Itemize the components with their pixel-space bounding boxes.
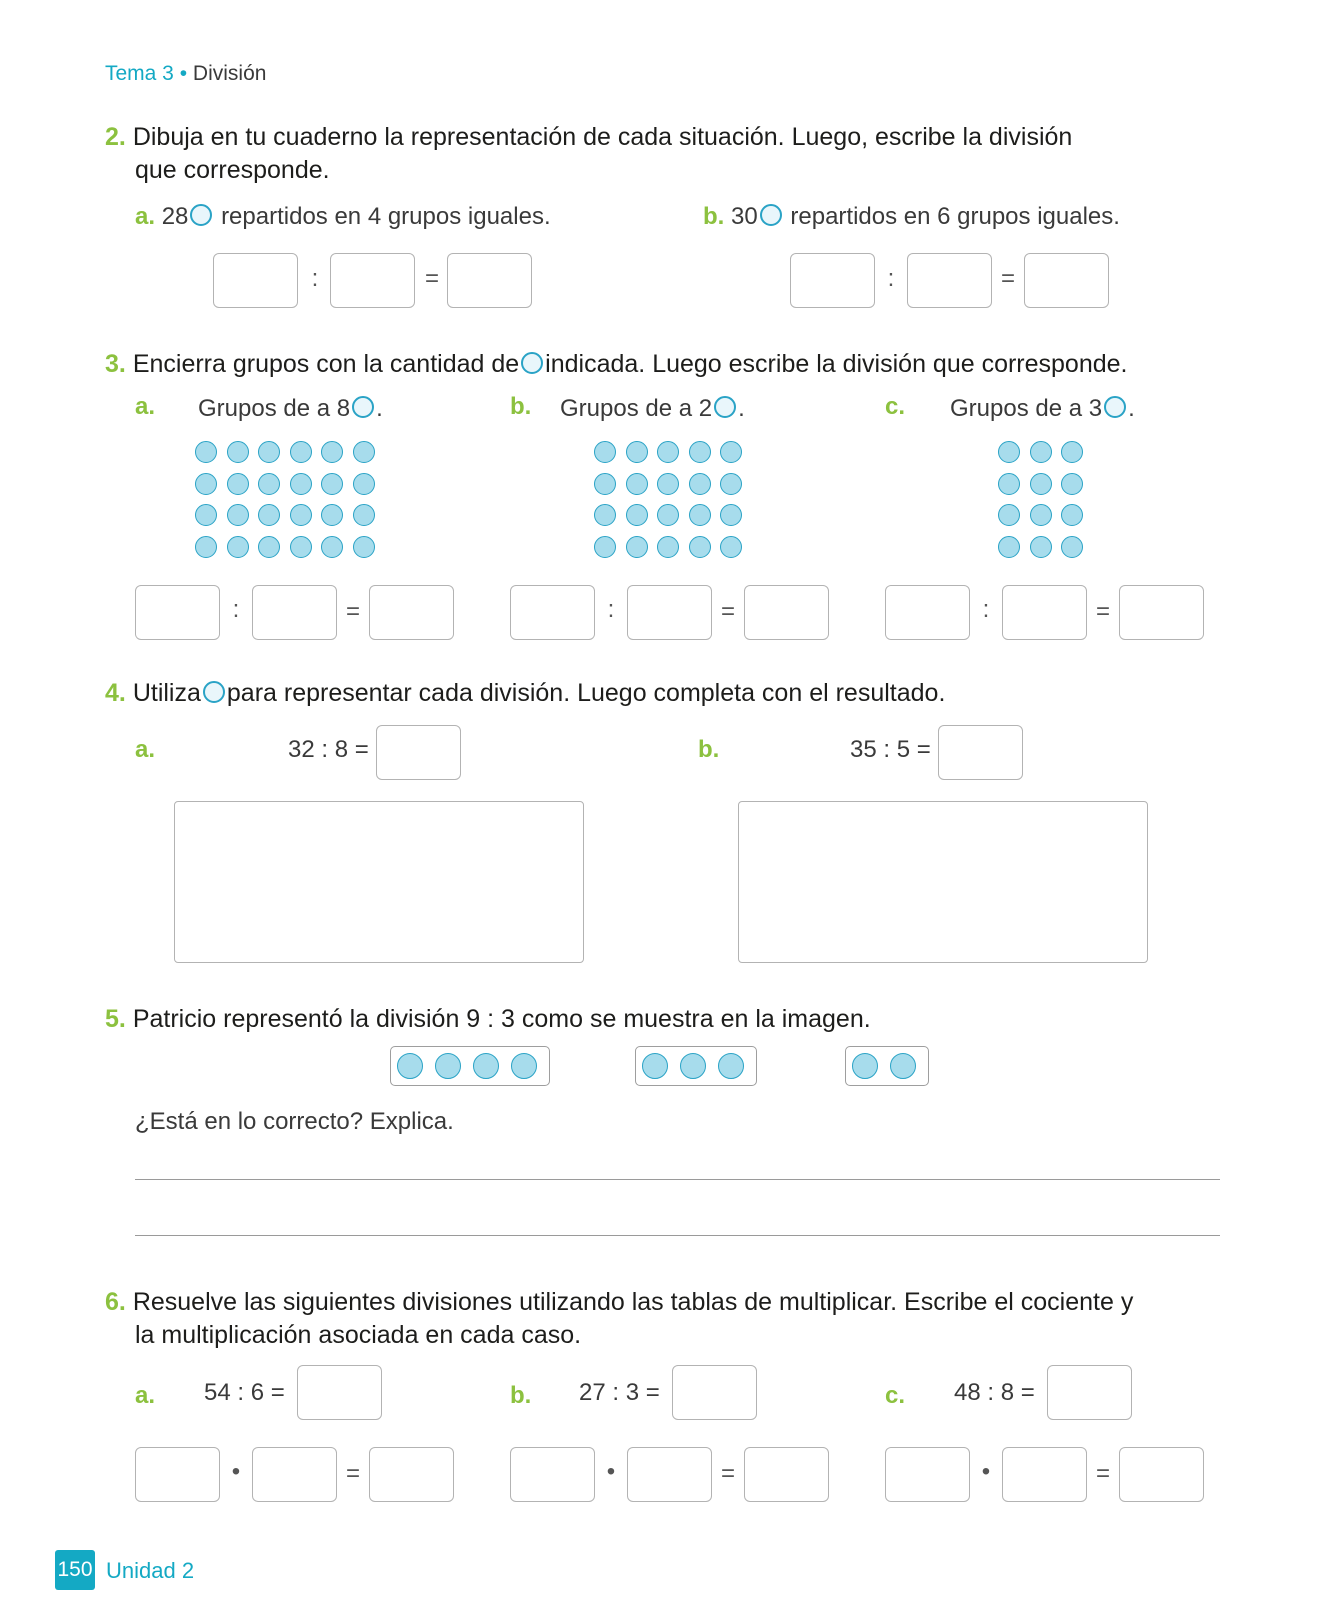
counter-circle — [227, 504, 249, 526]
q2a-divisor-box[interactable] — [330, 253, 415, 308]
q4b-label: b. — [698, 736, 720, 763]
counter-circle — [258, 504, 280, 526]
q5-number: 5. — [105, 1005, 126, 1033]
counter-group — [635, 1046, 757, 1086]
q3a-label: a. — [135, 393, 156, 420]
counter-circle — [353, 441, 375, 463]
equals-sign: = — [345, 598, 360, 625]
equals-sign: = — [720, 1460, 735, 1487]
counter-circle — [642, 1053, 668, 1079]
counter-circle — [657, 536, 679, 558]
q2a-quotient-box[interactable] — [447, 253, 532, 308]
counter-circle — [689, 536, 711, 558]
counter-circle — [1061, 473, 1083, 495]
q3c-quotient-box[interactable] — [1119, 585, 1204, 640]
counter-circle — [594, 536, 616, 558]
q6b-expression: 27 : 3 = — [579, 1379, 660, 1406]
q3a-quotient-box[interactable] — [369, 585, 454, 640]
q2a-text: repartidos en 4 grupos iguales. — [221, 203, 551, 230]
counter-circle — [511, 1053, 537, 1079]
multiply-sign: • — [606, 1458, 616, 1485]
q4b-drawing-area[interactable] — [738, 801, 1148, 963]
q6c-product-box[interactable] — [1119, 1447, 1204, 1502]
equals-sign: = — [424, 265, 439, 292]
q6a-quotient-box[interactable] — [297, 1365, 382, 1420]
counter-circle — [626, 536, 648, 558]
q2b-divisor-box[interactable] — [907, 253, 992, 308]
counter-circle — [1030, 536, 1052, 558]
header-separator: • — [179, 62, 188, 85]
q2b-count: 30 — [731, 203, 758, 230]
equals-sign: = — [720, 598, 735, 625]
q6a-product-box[interactable] — [369, 1447, 454, 1502]
multiply-sign: • — [981, 1458, 991, 1485]
counter-circle — [998, 473, 1020, 495]
counter-circle — [680, 1053, 706, 1079]
counter-circle — [397, 1053, 423, 1079]
counter-circle — [435, 1053, 461, 1079]
q2b-text: repartidos en 6 grupos iguales. — [790, 203, 1120, 230]
counter-circle — [258, 473, 280, 495]
q4a-answer-box[interactable] — [376, 725, 461, 780]
counter-circle — [720, 441, 742, 463]
q3b-prompt: Grupos de a 2 . — [560, 395, 745, 422]
divide-sign: : — [232, 596, 240, 623]
counter-circle — [689, 473, 711, 495]
counter-circle — [720, 536, 742, 558]
counter-circle — [657, 441, 679, 463]
circle-icon — [760, 204, 782, 226]
q3a-dividend-box[interactable] — [135, 585, 220, 640]
q5-text: Patricio representó la división 9 : 3 como se muestra en la imagen. — [132, 1005, 871, 1033]
unit-label: Unidad 2 — [106, 1558, 195, 1583]
counter-circle — [657, 504, 679, 526]
q4a-drawing-area[interactable] — [174, 801, 584, 963]
q6b-label: b. — [510, 1382, 532, 1409]
q4-text-after: para representar cada división. Luego completa con el resultado. — [226, 679, 946, 707]
q3-text-before: Encierra grupos con la cantidad de — [132, 350, 520, 378]
q6c-factor2-box[interactable] — [1002, 1447, 1087, 1502]
counter-circle — [321, 473, 343, 495]
q6b-product-box[interactable] — [744, 1447, 829, 1502]
counter-circle — [890, 1053, 916, 1079]
circle-icon — [190, 204, 212, 226]
q3b-label: b. — [510, 393, 532, 420]
counter-circle — [258, 536, 280, 558]
counter-circle — [321, 441, 343, 463]
q2-text-line1: Dibuja en tu cuaderno la representación de cada situación. Luego, escribe la división — [132, 123, 1073, 151]
q3c-divisor-box[interactable] — [1002, 585, 1087, 640]
q6a-factor1-box[interactable] — [135, 1447, 220, 1502]
circle-icon — [521, 352, 543, 374]
equals-sign: = — [1095, 598, 1110, 625]
q3c-label: c. — [885, 393, 906, 420]
q2-text-line2: que corresponde. — [135, 156, 330, 184]
counter-circle — [1030, 504, 1052, 526]
counter-circle — [258, 441, 280, 463]
subject-label: División — [192, 62, 267, 85]
counter-circle — [227, 536, 249, 558]
q3a-prompt: Grupos de a 8 . — [198, 395, 383, 422]
equals-sign: = — [1000, 265, 1015, 292]
q6-text-line1: Resuelve las siguientes divisiones utilizando las tablas de multiplicar. Escribe el cociente y — [132, 1288, 1134, 1316]
q5-statement — [105, 1003, 871, 1036]
divide-sign: : — [311, 265, 319, 292]
counter-circle — [626, 504, 648, 526]
q3c-prompt: Grupos de a 3 . — [950, 395, 1135, 422]
counter-circle — [718, 1053, 744, 1079]
counter-circle — [657, 473, 679, 495]
q4a-expression: 32 : 8 = — [288, 736, 369, 763]
counter-circle — [594, 504, 616, 526]
divide-sign: : — [607, 596, 615, 623]
q6c-factor1-box[interactable] — [885, 1447, 970, 1502]
q3-statement — [105, 348, 1128, 381]
q2b-prompt — [703, 203, 1120, 231]
q2b-quotient-box[interactable] — [1024, 253, 1109, 308]
counter-group — [845, 1046, 929, 1086]
counter-circle — [321, 504, 343, 526]
q6b-quotient-box[interactable] — [672, 1365, 757, 1420]
q2b-dividend-box[interactable] — [790, 253, 875, 308]
circle-icon — [352, 396, 374, 418]
answer-line[interactable] — [135, 1179, 1220, 1180]
q4b-answer-box[interactable] — [938, 725, 1023, 780]
q6a-label: a. — [135, 1382, 156, 1409]
counter-circle — [290, 504, 312, 526]
q6a-factor2-box[interactable] — [252, 1447, 337, 1502]
q2a-count: 28 — [161, 203, 189, 230]
q4b-expression: 35 : 5 = — [850, 736, 931, 763]
q4a-label: a. — [135, 736, 156, 763]
q6b-factor2-box[interactable] — [627, 1447, 712, 1502]
counter-circle — [720, 504, 742, 526]
q2a-label: a. — [135, 203, 156, 230]
divide-sign: : — [982, 596, 990, 623]
q6-statement — [105, 1286, 1133, 1319]
counter-circle — [290, 536, 312, 558]
counter-circle — [1030, 473, 1052, 495]
counter-circle — [626, 441, 648, 463]
equals-sign: = — [345, 1460, 360, 1487]
counter-circle — [626, 473, 648, 495]
counter-circle — [321, 536, 343, 558]
counter-group — [390, 1046, 550, 1086]
q5-question: ¿Está en lo correcto? Explica. — [135, 1108, 454, 1135]
counter-circle — [290, 473, 312, 495]
counter-circle — [195, 473, 217, 495]
counter-circle — [195, 536, 217, 558]
q3a-divisor-box[interactable] — [252, 585, 337, 640]
q3-text-after: indicada. Luego escribe la división que corresponde. — [545, 350, 1128, 378]
q6b-factor1-box[interactable] — [510, 1447, 595, 1502]
counter-circle — [1061, 504, 1083, 526]
q6-text-line2: la multiplicación asociada en cada caso. — [135, 1321, 582, 1349]
q3c-dividend-box[interactable] — [885, 585, 970, 640]
counter-circle — [689, 504, 711, 526]
circle-icon — [714, 396, 736, 418]
counter-circle — [353, 536, 375, 558]
circle-icon — [203, 681, 225, 703]
counter-circle — [594, 441, 616, 463]
counter-circle — [227, 473, 249, 495]
q4-text-before: Utiliza — [132, 679, 201, 707]
q2-statement — [105, 121, 1072, 154]
q3b-quotient-box[interactable] — [744, 585, 829, 640]
topic-label: Tema 3 — [105, 62, 174, 85]
q6a-expression: 54 : 6 = — [204, 1379, 285, 1406]
counter-circle — [353, 504, 375, 526]
counter-circle — [227, 441, 249, 463]
counter-circle — [689, 441, 711, 463]
q2-number: 2. — [105, 123, 126, 151]
q2a-prompt — [135, 203, 551, 231]
q6c-expression: 48 : 8 = — [954, 1379, 1035, 1406]
q2b-label: b. — [703, 203, 725, 230]
equals-sign: = — [1095, 1460, 1110, 1487]
counter-circle — [473, 1053, 499, 1079]
counter-circle — [1061, 441, 1083, 463]
q6c-quotient-box[interactable] — [1047, 1365, 1132, 1420]
q6c-label: c. — [885, 1382, 906, 1409]
multiply-sign: • — [231, 1458, 241, 1485]
counter-circle — [353, 473, 375, 495]
counter-circle — [1030, 441, 1052, 463]
q6-number: 6. — [105, 1288, 126, 1316]
counter-circle — [720, 473, 742, 495]
counter-circle — [1061, 536, 1083, 558]
page-header — [105, 62, 266, 86]
answer-line[interactable] — [135, 1235, 1220, 1236]
page-number: 150 — [55, 1550, 95, 1590]
counter-circle — [594, 473, 616, 495]
q4-statement — [105, 677, 945, 710]
q2a-dividend-box[interactable] — [213, 253, 298, 308]
counter-circle — [290, 441, 312, 463]
counter-circle — [195, 504, 217, 526]
divide-sign: : — [887, 265, 895, 292]
counter-circle — [998, 441, 1020, 463]
counter-circle — [998, 536, 1020, 558]
circle-icon — [1104, 396, 1126, 418]
counter-circle — [852, 1053, 878, 1079]
q4-number: 4. — [105, 679, 126, 707]
q3b-divisor-box[interactable] — [627, 585, 712, 640]
counter-circle — [998, 504, 1020, 526]
q3b-dividend-box[interactable] — [510, 585, 595, 640]
q3-number: 3. — [105, 350, 126, 378]
counter-circle — [195, 441, 217, 463]
